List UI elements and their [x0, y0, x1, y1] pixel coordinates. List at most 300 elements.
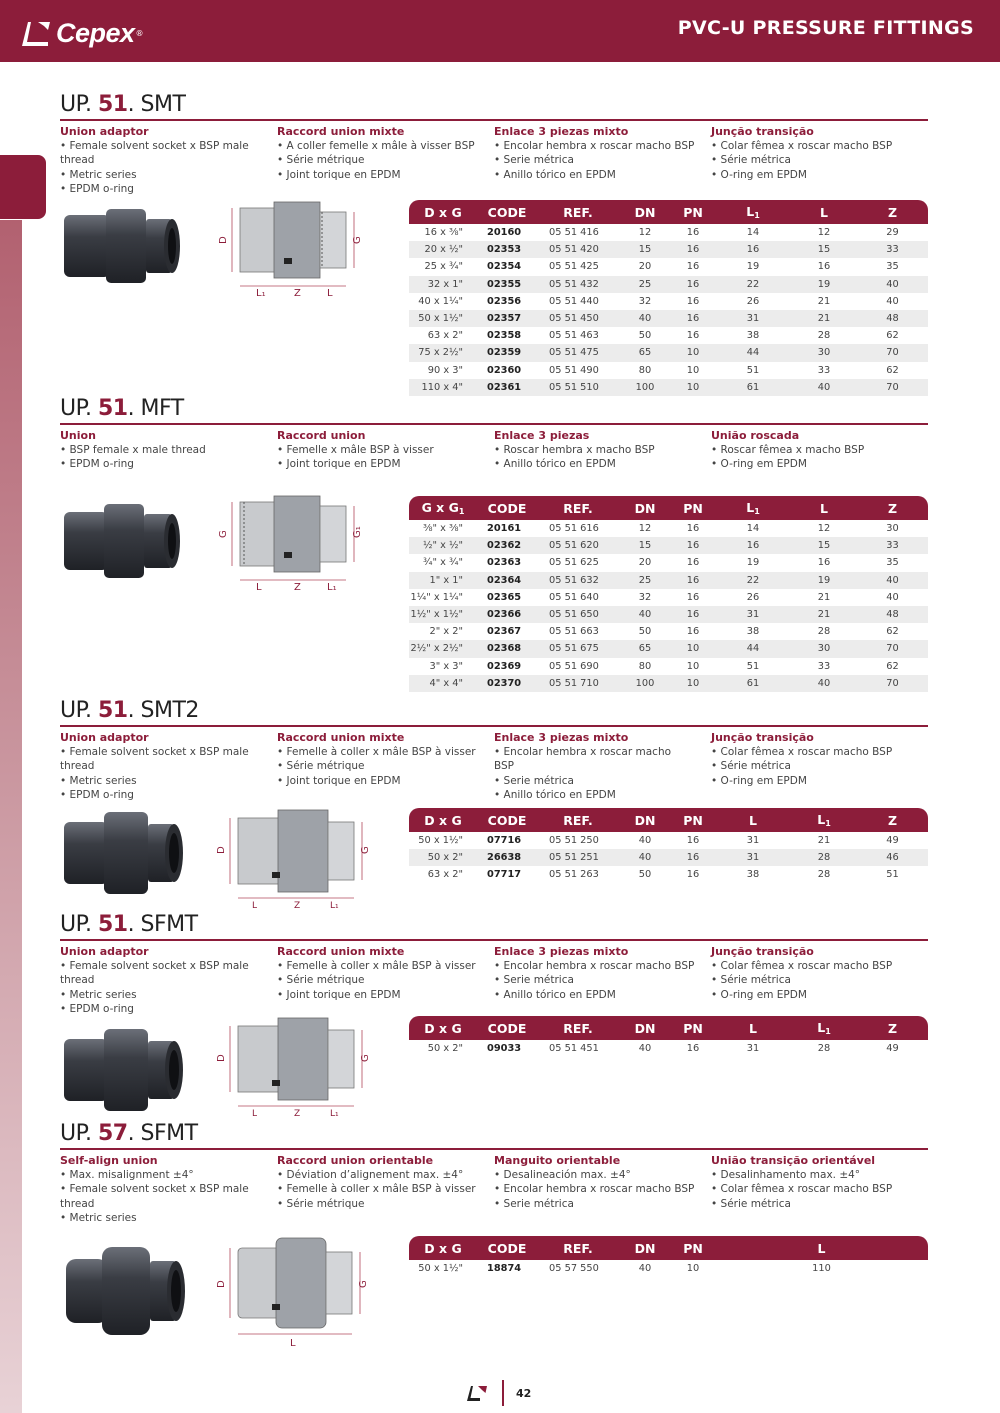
table-cell: 16 x ⅜"	[409, 224, 477, 241]
table-cell: 51	[715, 362, 791, 379]
table-cell: 29	[857, 224, 928, 241]
table-cell: 28	[791, 849, 857, 866]
table-row	[409, 554, 928, 571]
table-cell: 02366	[477, 606, 537, 623]
table-cell: 90 x 3"	[409, 362, 477, 379]
table-cell: 16	[671, 241, 715, 258]
table-cell: 40	[857, 572, 928, 589]
table-cell: ¾" x ¾"	[409, 554, 477, 571]
table-row	[409, 606, 928, 623]
col-header: DN	[619, 1016, 671, 1040]
table-header-row	[409, 808, 928, 832]
table-row	[409, 623, 928, 640]
table-cell: 16	[791, 258, 857, 275]
table-cell: 1" x 1"	[409, 572, 477, 589]
table-cell: 02357	[477, 310, 537, 327]
table-cell: 62	[857, 362, 928, 379]
table-cell: 12	[791, 224, 857, 241]
section-up51-sfmt	[60, 912, 928, 1016]
table-cell: 100	[619, 379, 671, 396]
table-cell: 20 x ½"	[409, 241, 477, 258]
table-cell: 65	[619, 344, 671, 361]
table-cell: 40	[619, 1260, 671, 1277]
table-cell: 80	[619, 658, 671, 675]
table-cell: 12	[619, 224, 671, 241]
footer-separator	[502, 1380, 504, 1406]
table-cell: 07717	[477, 866, 537, 883]
table-cell: 16	[671, 537, 715, 554]
table-cell: 110	[715, 1260, 928, 1277]
col-header-l1: $L_1$	[715, 496, 791, 520]
table-cell: 70	[857, 344, 928, 361]
table-cell: 25	[619, 572, 671, 589]
table-cell: 40	[857, 276, 928, 293]
table-cell: 16	[671, 310, 715, 327]
col-header: L	[715, 1016, 791, 1040]
table-cell: 40 x 1¼"	[409, 293, 477, 310]
table-cell: 48	[857, 310, 928, 327]
table-cell: 16	[671, 589, 715, 606]
table-cell: 26	[715, 293, 791, 310]
drawing-label-right: G	[358, 1280, 369, 1288]
table-cell: 05 51 490	[537, 362, 619, 379]
table-cell: 49	[857, 832, 928, 849]
table-cell: 19	[715, 554, 791, 571]
table-cell: 21	[791, 310, 857, 327]
product-photo-smt2	[62, 808, 184, 902]
section-up51-smt2	[60, 698, 928, 802]
table-cell: 62	[857, 327, 928, 344]
side-tab	[0, 155, 46, 219]
table-cell: 10	[671, 379, 715, 396]
table-cell: 02360	[477, 362, 537, 379]
desc-spanish: Manguito orientable • Desalineación max. ±4° • Encolar hembra x roscar macho BSP • Serie métrica	[494, 1154, 695, 1210]
drawing-label-b3: L₁	[330, 1109, 339, 1118]
table-cell: 62	[857, 623, 928, 640]
table-row	[409, 344, 928, 361]
table-cell: 33	[857, 241, 928, 258]
table-header-row	[409, 1236, 928, 1260]
table-cell: 05 51 416	[537, 224, 619, 241]
table-cell: 16	[671, 520, 715, 537]
table-cell: 05 51 450	[537, 310, 619, 327]
desc-english: Union adaptor • Female solvent socket x BSP male thread • Metric series • EPDM o-ring	[60, 125, 249, 195]
side-gradient-band	[0, 220, 22, 1413]
table-row	[409, 832, 928, 849]
table-cell: 30	[791, 344, 857, 361]
col-header: L	[715, 1236, 928, 1260]
technical-drawing-smt	[212, 198, 362, 302]
section-title: UP. 57. SFMT	[60, 1121, 198, 1146]
table-cell: 19	[791, 572, 857, 589]
desc-portuguese: Junção transição • Colar fêmea x roscar macho BSP • Série métrica • O-ring em EPDM	[711, 125, 893, 181]
table-cell: 05 51 475	[537, 344, 619, 361]
col-header-l1: $L_1$	[791, 1016, 857, 1040]
col-header-g-x-g1: G x $G_1$	[409, 496, 477, 520]
desc-english: Union adaptor • Female solvent socket x BSP male thread • Metric series • EPDM o-ring	[60, 945, 249, 1015]
language-descriptions	[60, 429, 928, 472]
table-cell: 25 x ¾"	[409, 258, 477, 275]
table-cell: 18874	[477, 1260, 537, 1277]
drawing-label-b3: L	[327, 288, 333, 298]
table-cell: 16	[671, 258, 715, 275]
table-cell: 10	[671, 640, 715, 657]
table-cell: 05 57 550	[537, 1260, 619, 1277]
table-cell: 32 x 1"	[409, 276, 477, 293]
table-cell: 05 51 463	[537, 327, 619, 344]
table-cell: 50	[619, 327, 671, 344]
desc-spanish: Enlace 3 piezas mixto • Encolar hembra x roscar macho BSP • Serie métrica • Anillo tórico en EPDM	[494, 731, 672, 801]
col-header: L	[791, 496, 857, 520]
table-cell: 1¼" x 1¼"	[409, 589, 477, 606]
desc-english: Union • BSP female x male thread • EPDM o-ring	[60, 429, 206, 471]
table-cell: 33	[791, 362, 857, 379]
col-header: Z	[857, 496, 928, 520]
table-cell: 05 51 263	[537, 866, 619, 883]
table-cell: 05 51 690	[537, 658, 619, 675]
table-cell: 50 x 2"	[409, 1040, 477, 1057]
table-cell: 22	[715, 572, 791, 589]
table-cell: 40	[619, 832, 671, 849]
desc-portuguese: Junção transição • Colar fêmea x roscar macho BSP • Série métrica • O-ring em EPDM	[711, 945, 893, 1001]
table-cell: 21	[791, 293, 857, 310]
brand-registered-mark: ®	[135, 28, 144, 38]
table-cell: 05 51 620	[537, 537, 619, 554]
table-cell: 50 x 1½"	[409, 310, 477, 327]
table-row	[409, 1040, 928, 1057]
table-cell: 50 x 2"	[409, 849, 477, 866]
table-cell: 40	[857, 293, 928, 310]
table-row	[409, 258, 928, 275]
table-cell: 05 51 640	[537, 589, 619, 606]
col-header: Z	[857, 1016, 928, 1040]
drawing-label-left: D	[216, 846, 227, 854]
col-header: D x G	[409, 200, 477, 224]
table-row	[409, 310, 928, 327]
desc-english: Union adaptor • Female solvent socket x BSP male thread • Metric series • EPDM o-ring	[60, 731, 249, 801]
table-header-row	[409, 1016, 928, 1040]
table-cell: 05 51 675	[537, 640, 619, 657]
table-cell: 20160	[477, 224, 537, 241]
table-cell: 65	[619, 640, 671, 657]
col-header: CODE	[477, 496, 537, 520]
table-cell: 35	[857, 554, 928, 571]
table-row	[409, 537, 928, 554]
table-cell: 21	[791, 589, 857, 606]
col-header: PN	[671, 200, 715, 224]
drawing-label-b2: Z	[294, 1109, 301, 1118]
table-cell: 02363	[477, 554, 537, 571]
section-up51-smt	[60, 92, 928, 196]
table-cell: 32	[619, 293, 671, 310]
table-row	[409, 276, 928, 293]
table-cell: 16	[671, 849, 715, 866]
table-cell: 02362	[477, 537, 537, 554]
drawing-label-b2: Z	[294, 901, 301, 910]
table-cell: 63 x 2"	[409, 327, 477, 344]
table-row	[409, 362, 928, 379]
table-cell: 05 51 432	[537, 276, 619, 293]
col-header: D x G	[409, 1236, 477, 1260]
table-cell: 70	[857, 675, 928, 692]
table-cell: 02356	[477, 293, 537, 310]
drawing-label-right: G	[360, 846, 371, 854]
table-cell: 110 x 4"	[409, 379, 477, 396]
col-header: CODE	[477, 808, 537, 832]
table-up51-mft	[409, 496, 928, 692]
desc-french: Raccord union mixte • Femelle à coller x mâle BSP à visser • Série métrique • Joint torique en EPDM	[277, 731, 476, 787]
table-cell: 40	[619, 606, 671, 623]
section-title: UP. 51. SMT2	[60, 698, 199, 723]
table-cell: 50 x 1½"	[409, 832, 477, 849]
col-header: CODE	[477, 1016, 537, 1040]
drawing-label-left: G	[218, 530, 229, 538]
table-cell: 75 x 2½"	[409, 344, 477, 361]
table-cell: 09033	[477, 1040, 537, 1057]
col-header: REF.	[537, 1016, 619, 1040]
table-cell: 15	[619, 537, 671, 554]
table-cell: 26638	[477, 849, 537, 866]
table-cell: ⅜" x ⅜"	[409, 520, 477, 537]
drawing-label-b1: L₁	[256, 288, 266, 298]
table-cell: 44	[715, 344, 791, 361]
table-cell: 12	[791, 520, 857, 537]
table-row	[409, 589, 928, 606]
col-header-l1: $L_1$	[715, 200, 791, 224]
table-cell: 61	[715, 675, 791, 692]
drawing-label-right: G₁	[352, 526, 362, 538]
table-row	[409, 293, 928, 310]
table-cell: 30	[791, 640, 857, 657]
drawing-label-b1: L	[252, 1109, 258, 1118]
col-header: CODE	[477, 200, 537, 224]
desc-french: Raccord union mixte • Femelle à coller x mâle BSP à visser • Série métrique • Joint torique en EPDM	[277, 945, 476, 1001]
table-cell: 02359	[477, 344, 537, 361]
table-cell: 05 51 710	[537, 675, 619, 692]
table-cell: 16	[671, 327, 715, 344]
table-cell: 19	[715, 258, 791, 275]
product-photo-smt	[62, 205, 182, 291]
drawing-label-b2: Z	[294, 288, 301, 298]
col-header: D x G	[409, 808, 477, 832]
table-cell: 05 51 616	[537, 520, 619, 537]
table-cell: 51	[715, 658, 791, 675]
section-rule	[60, 423, 928, 425]
language-descriptions	[60, 125, 928, 196]
table-cell: 10	[671, 362, 715, 379]
table-up51-smt	[409, 200, 928, 396]
page-header	[0, 0, 1000, 62]
table-cell: 15	[791, 241, 857, 258]
table-row	[409, 520, 928, 537]
table-cell: 12	[619, 520, 671, 537]
table-cell: 38	[715, 327, 791, 344]
table-cell: 49	[857, 1040, 928, 1057]
section-up51-mft	[60, 396, 928, 472]
table-cell: 02355	[477, 276, 537, 293]
table-cell: 31	[715, 1040, 791, 1057]
table-cell: 02353	[477, 241, 537, 258]
table-row	[409, 224, 928, 241]
brand-name: Cepex	[56, 17, 135, 48]
table-cell: 05 51 650	[537, 606, 619, 623]
col-header: REF.	[537, 1236, 619, 1260]
section-title: UP. 51. SMT	[60, 92, 186, 117]
table-cell: 70	[857, 379, 928, 396]
table-row	[409, 572, 928, 589]
table-cell: 05 51 451	[537, 1040, 619, 1057]
table-cell: 33	[857, 537, 928, 554]
page-title: PVC-U PRESSURE FITTINGS	[677, 17, 974, 39]
section-rule	[60, 725, 928, 727]
table-cell: 50	[619, 866, 671, 883]
table-cell: 20	[619, 554, 671, 571]
table-cell: 02354	[477, 258, 537, 275]
table-row	[409, 1260, 928, 1277]
table-row	[409, 327, 928, 344]
col-header: DN	[619, 496, 671, 520]
table-row	[409, 675, 928, 692]
table-cell: 02361	[477, 379, 537, 396]
cepex-logo	[18, 14, 144, 52]
page-number: 42	[516, 1386, 532, 1400]
table-cell: 16	[715, 241, 791, 258]
table-cell: 16	[671, 606, 715, 623]
table-cell: 62	[857, 658, 928, 675]
table-cell: 10	[671, 344, 715, 361]
table-cell: 15	[619, 241, 671, 258]
table-cell: 02370	[477, 675, 537, 692]
section-rule	[60, 119, 928, 121]
table-cell: 21	[791, 832, 857, 849]
table-row	[409, 849, 928, 866]
table-cell: 61	[715, 379, 791, 396]
table-cell: 31	[715, 606, 791, 623]
col-header: PN	[671, 808, 715, 832]
table-cell: 32	[619, 589, 671, 606]
col-header: PN	[671, 496, 715, 520]
col-header: DN	[619, 200, 671, 224]
col-header: PN	[671, 1016, 715, 1040]
table-cell: 16	[671, 224, 715, 241]
col-header: PN	[671, 1236, 715, 1260]
table-cell: 07716	[477, 832, 537, 849]
table-cell: 05 51 440	[537, 293, 619, 310]
table-cell: 05 51 625	[537, 554, 619, 571]
col-header: REF.	[537, 200, 619, 224]
technical-drawing-smt2	[212, 806, 372, 914]
section-rule	[60, 1148, 928, 1150]
table-cell: 05 51 250	[537, 832, 619, 849]
table-cell: 28	[791, 623, 857, 640]
table-cell: 40	[857, 589, 928, 606]
table-cell: 70	[857, 640, 928, 657]
table-cell: 20161	[477, 520, 537, 537]
table-cell: 26	[715, 589, 791, 606]
table-cell: 1½" x 1½"	[409, 606, 477, 623]
table-row	[409, 866, 928, 883]
desc-english: Self-align union • Max. misalignment ±4° • Female solvent socket x BSP male thread • Metric series	[60, 1154, 249, 1224]
table-cell: 16	[671, 866, 715, 883]
table-cell: 16	[671, 554, 715, 571]
table-cell: 100	[619, 675, 671, 692]
section-rule	[60, 939, 928, 941]
drawing-label-b3: L₁	[330, 901, 339, 910]
table-cell: 4" x 4"	[409, 675, 477, 692]
table-cell: 05 51 251	[537, 849, 619, 866]
drawing-label-b1: L	[256, 582, 262, 592]
col-header: Z	[857, 200, 928, 224]
page-footer	[466, 1378, 531, 1408]
table-cell: 02364	[477, 572, 537, 589]
table-cell: 16	[671, 1040, 715, 1057]
table-up51-smt2	[409, 808, 928, 884]
col-header: CODE	[477, 1236, 537, 1260]
table-cell: 05 51 420	[537, 241, 619, 258]
desc-spanish: Enlace 3 piezas mixto • Encolar hembra x roscar macho BSP • Serie métrica • Anillo tórico en EPDM	[494, 125, 695, 181]
desc-french: Raccord union orientable • Déviation d’alignement max. ±4° • Femelle à coller x mâle BSP à visser • Série métrique	[277, 1154, 476, 1210]
language-descriptions	[60, 945, 928, 1016]
col-header: REF.	[537, 808, 619, 832]
table-row	[409, 640, 928, 657]
table-cell: 05 51 663	[537, 623, 619, 640]
section-title: UP. 51. MFT	[60, 396, 184, 421]
desc-spanish: Enlace 3 piezas • Roscar hembra x macho BSP • Anillo tórico en EPDM	[494, 429, 655, 471]
table-cell: 16	[671, 623, 715, 640]
technical-drawing-self-align	[210, 1234, 370, 1356]
language-descriptions	[60, 731, 928, 802]
table-cell: 80	[619, 362, 671, 379]
table-cell: 05 51 425	[537, 258, 619, 275]
table-cell: 14	[715, 520, 791, 537]
table-cell: 38	[715, 623, 791, 640]
table-cell: 19	[791, 276, 857, 293]
table-up57-sfmt	[409, 1236, 928, 1277]
drawing-label-b1: L	[252, 901, 258, 910]
table-cell: 05 51 510	[537, 379, 619, 396]
table-cell: 10	[671, 658, 715, 675]
table-cell: 31	[715, 849, 791, 866]
table-cell: 40	[619, 1040, 671, 1057]
table-cell: 48	[857, 606, 928, 623]
drawing-label-right: G	[360, 1054, 371, 1062]
desc-french: Raccord union mixte • A coller femelle x mâle à visser BSP • Série métrique • Joint torique en EPDM	[277, 125, 475, 181]
drawing-label-right: G	[352, 236, 362, 244]
table-cell: 44	[715, 640, 791, 657]
table-row	[409, 658, 928, 675]
table-cell: 02369	[477, 658, 537, 675]
language-descriptions	[60, 1154, 928, 1225]
table-cell: 2½" x 2½"	[409, 640, 477, 657]
cepex-mark-icon	[466, 1384, 488, 1402]
table-cell: 38	[715, 866, 791, 883]
desc-portuguese: União transição orientável • Desalinhamento max. ±4° • Colar fêmea x roscar macho BSP • Série métrica	[711, 1154, 893, 1210]
col-header: REF.	[537, 496, 619, 520]
desc-french: Raccord union • Femelle x mâle BSP à visser • Joint torique en EPDM	[277, 429, 434, 471]
table-header-row	[409, 496, 928, 520]
col-header: DN	[619, 808, 671, 832]
col-header-l1: $L_1$	[791, 808, 857, 832]
table-cell: 40	[619, 849, 671, 866]
table-cell: 16	[671, 276, 715, 293]
table-cell: 50	[619, 623, 671, 640]
col-header: D x G	[409, 1016, 477, 1040]
table-cell: 3" x 3"	[409, 658, 477, 675]
table-cell: 31	[715, 310, 791, 327]
table-cell: 16	[671, 832, 715, 849]
table-cell: 46	[857, 849, 928, 866]
table-cell: 40	[791, 675, 857, 692]
